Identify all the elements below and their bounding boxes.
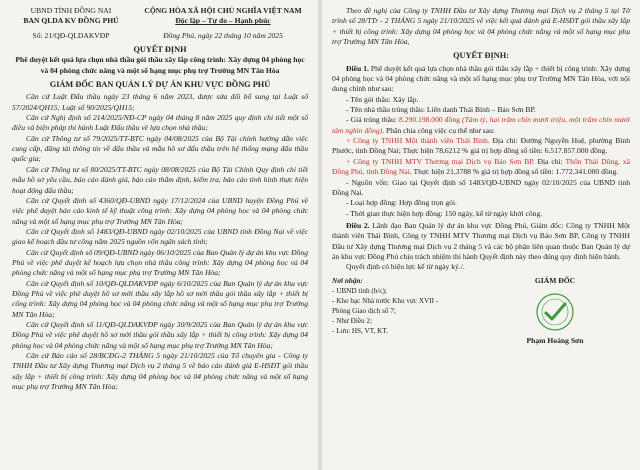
legal-basis: Căn cứ Quyết định số 4360/QĐ-UBND ngày 17/12/2024 của UBND huyện Đồng Phú về việc phê duyệt báo cáo kinh tế kỹ thuật công trình: Xây dựng 04 phòng học và 04 phòng chức năng và một số hạng mục phụ trợ Trường MN Tân Hòa; [12,195,308,226]
partner-1-name: + Công ty TNHH Một thành viên Thái Bình. [346,136,490,146]
recipients-block [332,276,452,347]
decision-heading: QUYẾT ĐỊNH: [453,51,509,61]
legal-basis: Căn cứ Quyết định số 1483/QĐ-UBND ngày 02/10/2025 của UBND tỉnh Đồng Nai về việc giao kế hoạch đầu tư công năm 2025 nguồn vốn ngân sách tỉnh; [12,226,308,247]
decision-title: QUYẾT ĐỊNH [133,45,187,55]
legal-basis: Căn cứ Thông tư số 80/2025/TT-BTC ngày 08/08/2025 của Bộ Tài Chính Quy định chi tiết mẫu hồ sơ yêu cầu, báo cáo đánh giá, báo cáo thẩm định, kiểm tra, báo cáo tình hình thực hiện hoạt động đấu thầu; [12,164,308,195]
price-label: - Giá trúng thầu: [346,115,400,125]
effective-clause: Quyết định có hiệu lực kể từ ngày ký./. [346,262,465,272]
legal-basis: Căn cứ Báo cáo số 28/BCĐG-2 THÁNG 5 ngày 21/10/2025 của Tổ chuyên gia - Công ty TNHH Đầu tư Xây dựng Thương mại Dịch vụ 2 tháng 5 về báo cáo đánh giá E-HSĐT gói thầu xây lắp + thiết bị công trình: Xây dựng 04 phòng học và 04 phòng chức năng và một số hạng mục phụ trợ Trường MN Tân Hòa; [12,351,308,392]
partner-2-address-label: Địa chỉ: [534,156,566,166]
article-2-label: Điều 2. [346,220,370,230]
legal-basis: Căn cứ Nghị định số 214/2025/NĐ-CP ngày 04 tháng 8 năm 2025 quy định chi tiết một số điều và biện pháp thi hành Luật Đấu thầu về lựa chọn nhà thầu; [12,113,308,133]
recipient-item: - Kho bạc Nhà nước Khu vực XVII - Phòng Giao dịch số 7; [332,296,439,315]
document-page-left [0,0,318,470]
legal-basis: Căn cứ Quyết định số 09/QĐ-UBND ngày 06/10/2025 của Ban Quản lý dự án khu vực Đồng Phú về việc phê duyệt kế hoạch lựa chọn nhà thầu công trình: Xây dựng 04 phòng học và 04 phòng chức năng và một số hạng mục phụ trợ Trường MN Tân Hòa; [12,247,308,278]
legal-basis: Căn cứ Quyết định số 11/QĐ-QLDAKVĐP ngày 30/9/2025 của Ban Quản lý dự án khu vực Đồng Phú về việc phê duyệt hồ sơ mời thầu gói thầu xây lắp + thiết bị công trình: Xây dựng 04 phòng học và 04 phòng chức năng và một số hạng mục phụ trợ Trường MN Tân Hòa; [12,319,308,350]
agency-block [12,6,130,41]
agency-parent: UBND TỈNH ĐỒNG NAI [30,6,112,15]
document-header [12,6,308,41]
partner-1 [332,136,630,157]
recipients-title: Nơi nhận: [332,276,363,285]
article-1 [332,64,630,95]
signer-role: GIÁM ĐỐC [534,275,576,285]
signature-section [332,276,630,347]
article-2 [332,221,630,262]
national-motto: Độc lập – Tự do – Hạnh phúc [175,16,271,26]
decision-subject: Phê duyệt kết quả lựa chọn nhà thầu gói thầu xây lắp công trình: Xây dựng 04 phòng học và 04 phòng chức năng và một số hạng mục phụ trợ Trường MN Tân Hòa [15,55,305,75]
recipient-item: - Như Điều 2; [332,316,373,325]
partner-2-details: . Thực hiện 21,3788 % giá trị hợp đồng số tiền: 1.772.341.000 đồng. [409,167,619,177]
digital-signature-stamp-icon [525,290,585,334]
legal-basis: Căn cứ Quyết định số 10/QĐ-QLDAKVĐP ngày 6/10/2025 của Ban Quản lý dự án khu vực Đồng Phú về việc phê duyệt hồ sơ mời thầu xây lắp hồ sơ mời thầu gói thầu xây lắp + thiết bị công trình: Xây dựng 04 phòng học và 04 phòng chức năng và một số hạng mục phụ trợ Trường MN Tân Hòa; [12,278,308,319]
article-2-text: Lãnh đạo Ban Quản lý dự án khu vực Đồng Phú, Giám đốc: Công ty TNHH Một thành viên Thái Bình, Công ty TNHH MTV Thương mại Dịch vụ Bảo Sơn BP, Công ty TNHH Đầu tư Xây dựng Thương mại Dịch vụ 2 tháng 5 và các bộ phận liên quan thuộc Ban Quản lý dự án khu vực Đồng Phú chịu trách nhiệm thi hành Quyết định này theo đúng quy định hiện hành. [332,220,631,261]
contract-type: - Loại hợp đồng: Hợp đồng trọn gói. [346,198,457,208]
partner-2 [332,157,630,178]
partner-2-address: Thôn Thái Dũng, xã Đồng Phú, tỉnh Đồng Nai [332,156,630,177]
article-1-text: Phê duyệt kết quả lựa chọn nhà thầu gói thầu xây lắp + thiết bị công trình: Xây dựng 04 phòng học và 04 phòng chức năng và một số hạng mục phụ trợ Trường MN Tân Hòa, với nội dung chính như sau: [332,63,630,94]
document-number: Số: 21/QĐ-QLDAKVĐP [32,30,110,40]
winning-bidder: - Tên nhà thầu trúng thầu: Liên danh Thái Bình – Bảo Sơn BP. [346,105,536,115]
proposal-basis: Theo đề nghị của Công ty TNHH Đầu tư Xây dựng Thương mại Dịch vụ 2 tháng 5 tại Tờ trình số 28/TTr - 2 THÁNG 5 ngày 21/10/2025 về việc kết quả đánh giá E-HSĐT gói thầu xây lắp + thiết bị công trình: Xây dựng 04 phòng học và 04 phòng chức năng và một số hạng mục phụ trợ Trường MN Tân Hòa, [332,6,630,47]
national-title: CỘNG HÒA XÃ HỘI CHỦ NGHĨA VIỆT NAM [144,6,302,15]
national-block [138,6,308,41]
agency-name: BAN QLDA KV ĐỒNG PHÚ [23,16,119,26]
article-1-label: Điều 1. [346,63,369,73]
legal-basis: Căn cứ Thông tư số 79/2025/TT-BTC ngày 04/08/2025 của Bộ Tài chính hướng dẫn việc cung cấp, đăng tải thông tin về đấu thầu và mẫu hồ sơ đấu thầu trên hệ thống mạng đấu thầu quốc gia; [12,133,308,164]
partner-2-name: + Công ty TNHH MTV Thương mại Dịch vụ Bảo Sơn BP. [346,156,535,166]
package-name: - Tên gói thầu: Xây lắp. [346,94,419,104]
price-in-words: (Tám tỷ, hai trăm chín mươi triệu, một trăm chín mươi tám nghìn đồng) [332,115,630,135]
signer-name: Phạm Hoàng Sơn [526,335,584,345]
document-date: Đồng Phú, ngày 22 tháng 10 năm 2025 [163,30,283,40]
signer-block [480,276,630,347]
partner-1-details: Địa chỉ: Đường Nguyễn Huệ, phường Bình Phước, tỉnh Đồng Nai; Thực hiện 78,6212 % giá trị hợp đồng số tiền: 6.517.857.000 đồng. [332,136,630,156]
winning-price [332,115,630,136]
contract-duration: - Thời gian thực hiện hợp đồng: 150 ngày, kể từ ngày khởi công. [346,208,543,218]
recipient-item: - Lưu: HS, VT, KT. [332,326,388,335]
issuer-title: GIÁM ĐỐC BAN QUẢN LÝ DỰ ÁN KHU VỰC ĐỒNG PHÚ [49,80,271,90]
legal-basis: Căn cứ Luật Đấu thầu ngày 23 tháng 6 năm 2023, được sửa đổi bổ sung tại Luật số 57/2024/QH15; Luật số 90/2025/QH15; [12,92,308,112]
funding-source: - Nguồn vốn: Giao tại Quyết định số 1483/QĐ-UBND ngày 02/10/2025 của UBND tỉnh Đồng Nai. [332,177,630,197]
recipient-item: - UBND tỉnh (b/c); [332,286,387,295]
price-amount: 8.290.198.000 đồng [399,115,460,125]
document-page-right [322,0,640,470]
price-tail: . Phân chia công việc cụ thể như sau: [382,125,495,135]
